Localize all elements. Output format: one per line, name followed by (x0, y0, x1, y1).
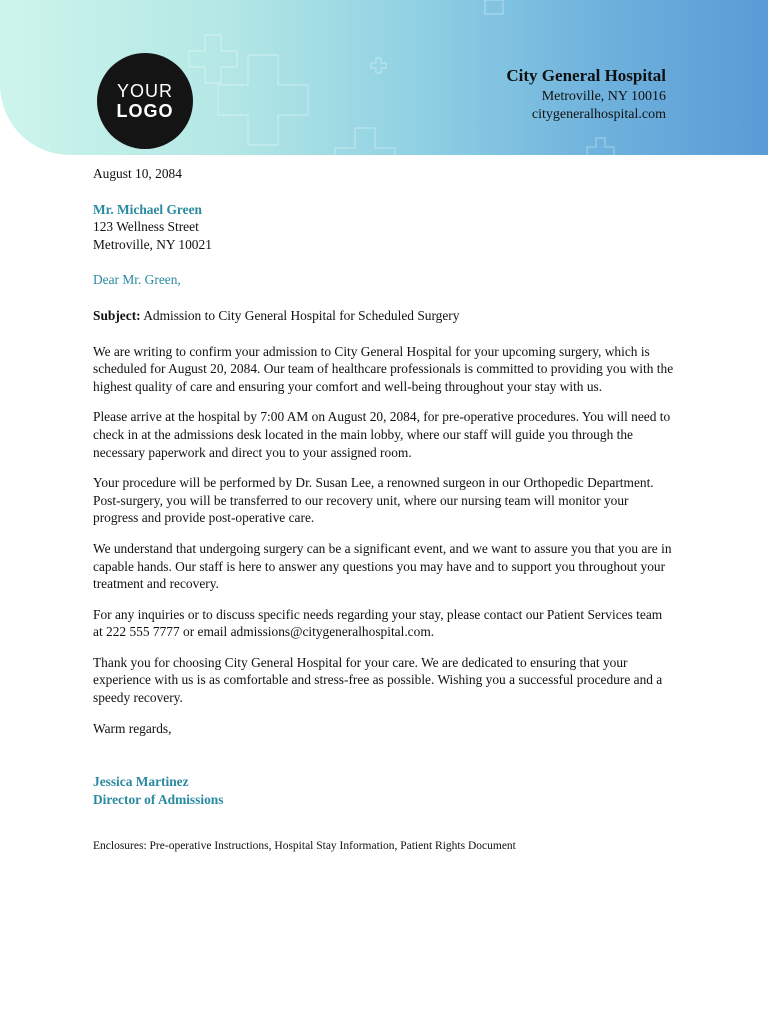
salutation: Dear Mr. Green, (93, 272, 181, 288)
signer-name: Jessica Martinez (93, 774, 189, 790)
enclosures: Enclosures: Pre-operative Instructions, Hospital Stay Information, Patient Rights Document (93, 840, 516, 853)
recipient-street: 123 Wellness Street (93, 219, 199, 235)
organization-name: City General Hospital (506, 66, 666, 85)
subject-line (93, 307, 675, 325)
letter-body (93, 165, 675, 856)
letter-date: August 10, 2084 (93, 166, 182, 181)
signer-title: Director of Admissions (93, 791, 224, 807)
logo (97, 53, 193, 149)
body-paragraph: Your procedure will be performed by Dr. Susan Lee, a renowned surgeon in our Orthopedic Department. Post-surgery, you will be transferred to our recovery unit, where our nursing team will monitor your progress and provide post-operative care. (93, 475, 654, 526)
letterhead-banner (0, 0, 768, 155)
body-paragraph: Please arrive at the hospital by 7:00 AM on August 20, 2084, for pre-operative procedures. You will need to check in at the admissions desk located in the main lobby, where our staff will guide you through the necessary paperwork and direct you to your assigned room. (93, 409, 671, 460)
signoff: Warm regards, (93, 720, 172, 736)
logo-line-1: YOUR (116, 81, 173, 101)
organization-website: citygeneralhospital.com (531, 107, 666, 122)
recipient-name: Mr. Michael Green (93, 201, 202, 217)
recipient-city: Metroville, NY 10021 (93, 236, 212, 252)
organization-info (506, 66, 666, 124)
body-paragraph: We are writing to confirm your admission to City General Hospital for your upcoming surgery, which is scheduled for August 20, 2084. Our team of healthcare professionals is committed to providing you with the highest quality of care and ensuring your comfort and well-being throughout your stay with us. (93, 343, 674, 394)
recipient-block (93, 201, 675, 254)
organization-address: Metroville, NY 10016 (541, 89, 666, 104)
subject-text: Admission to City General Hospital for Scheduled Surgery (140, 307, 460, 323)
body-paragraph: We understand that undergoing surgery can be a significant event, and we want to assure you that you are in capable hands. Our staff is here to answer any questions you may have and to support you throughout your treatment and recovery. (93, 540, 672, 592)
body-paragraph: Thank you for choosing City General Hospital for your care. We are dedicated to ensuring that your experience with us is as comfortable and stress-free as possible. Wishing you a successful procedure and a speedy recovery. (93, 654, 663, 706)
logo-line-2: LOGO (116, 101, 174, 121)
subject-label: Subject: (93, 307, 141, 323)
body-paragraph: For any inquiries or to discuss specific needs regarding your stay, please contact our Patient Services team at 222 555 7777 or email admissions@citygeneralhospital.com. (93, 606, 663, 640)
